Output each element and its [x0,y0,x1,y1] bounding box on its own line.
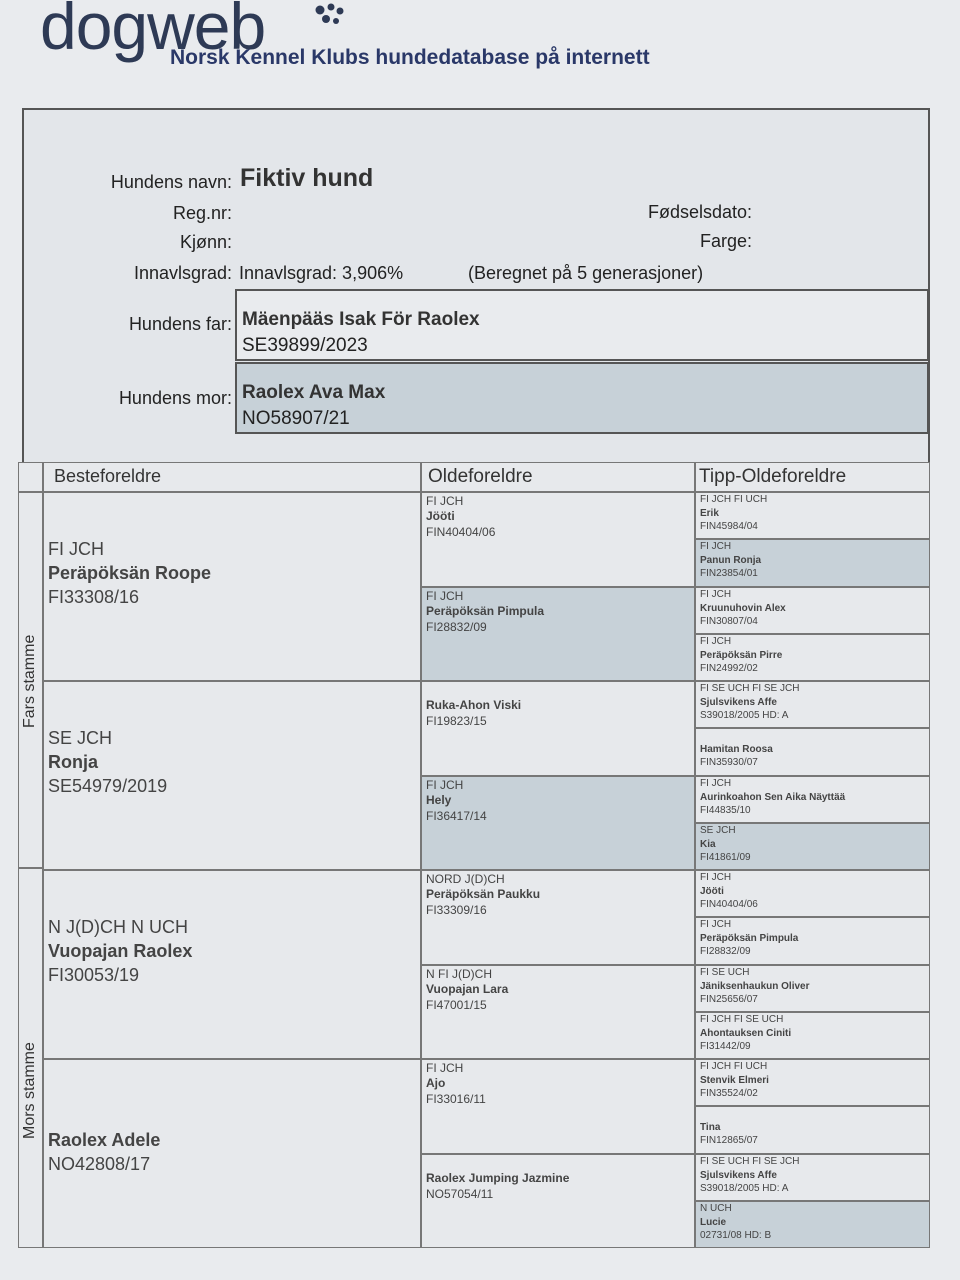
grandparent-cell-reg: FI30053/19 [48,965,140,985]
grandparent-cell[interactable] [43,1059,421,1248]
great-great-grandparent-cell-reg: FIN23854/01 [700,568,758,580]
grandparent-cell-reg: FI33308/16 [48,587,140,607]
great-great-grandparent-cell-title: FI JCH [700,919,732,931]
great-great-grandparent-cell-reg: FIN40404/06 [700,899,758,910]
dam-label: Hundens mor: [118,388,232,408]
great-great-grandparent-cell-name[interactable]: Panun Ronja [700,555,762,567]
great-great-grandparent-cell-name[interactable]: Jööti [700,886,724,897]
great-great-grandparent-cell-name[interactable]: Jäniksenhaukun Oliver [700,980,810,992]
great-great-grandparent-cell-name[interactable]: Peräpöksän Pirre [700,649,783,661]
pedigree-table [18,462,930,1248]
sire-side-cell [18,492,43,868]
dogweb-logo[interactable]: dogweb [40,0,266,63]
great-grandparent-cell-name[interactable]: Peräpöksän Pimpula [426,603,545,618]
great-grandparent-cell-name[interactable]: Vuopajan Lara [426,981,509,996]
grandparent-cell-title: SE JCH [48,728,113,748]
great-great-grandparent-cell-name[interactable]: Sjulsvikens Affe [700,697,777,708]
great-great-grandparent-cell[interactable] [695,917,930,964]
great-grandparent-cell-title: N FI J(D)CH [426,966,492,981]
sire-name[interactable]: Mäenpääs Isak För Raolex [242,309,480,330]
great-great-grandparent-cell-name[interactable]: Erik [700,508,719,519]
sire-side-label: Fars stamme [21,634,38,728]
great-great-grandparent-cell[interactable] [695,1154,930,1201]
dam-side-cell [18,868,43,1248]
great-grandparent-cell-reg: FI33016/11 [426,1092,486,1106]
great-grandparent-cell-name[interactable]: Ruka-Ahon Viski [426,698,522,712]
great-grandparent-cell-name[interactable]: Ajo [426,1076,446,1090]
header-great-cell [421,462,695,492]
header-greatgreat-cell [695,462,930,492]
great-great-grandparent-cell-name[interactable]: Tina [700,1122,721,1134]
great-great-grandparent-cell-reg: FIN24992/02 [700,662,758,674]
dam-box[interactable] [235,362,929,434]
great-great-grandparent-cell-name[interactable]: Ahontauksen Ciniti [700,1027,792,1039]
header-grandparents: Besteforeldre [54,466,162,486]
great-great-grandparent-cell-title: FI JCH FI UCH [700,1061,768,1072]
inbreeding-value: Innavlsgrad: 3,906% [239,263,404,283]
great-great-grandparent-cell-title: FI JCH FI UCH [700,494,768,505]
great-great-grandparent-cell[interactable] [695,965,930,1012]
paw-dots-icon [312,2,352,32]
header-grandparents-cell [43,462,421,492]
grandparent-cell-title: FI JCH [48,539,104,559]
great-great-grandparent-cell-title: N UCH [700,1202,732,1214]
great-grandparent-cell-title: FI JCH [426,777,464,792]
great-great-grandparent-cell-title: FI JCH FI SE UCH [700,1013,784,1025]
gender-label: Kjønn: [179,232,232,252]
grandparent-cell-name[interactable]: Ronja [48,752,99,772]
dam-name[interactable]: Raolex Ava Max [242,382,386,403]
great-great-grandparent-cell-name[interactable]: Kruunuhovin Alex [700,602,786,614]
dog-name: Fiktiv hund [240,164,374,192]
header-greatgreat: Tipp-Oldeforeldre [699,466,847,487]
grandparent-cell[interactable] [43,492,421,681]
sire-label: Hundens far: [128,314,232,334]
grandparent-cell-name[interactable]: Raolex Adele [48,1130,161,1150]
great-great-grandparent-cell-reg: FIN35524/02 [700,1088,758,1099]
great-great-grandparent-cell-title: FI SE UCH FI SE JCH [700,1155,800,1167]
great-grandparent-cell-reg: FIN40404/06 [426,525,496,539]
sire-box[interactable] [235,289,929,361]
great-great-grandparent-cell-title: FI JCH [700,635,732,647]
great-grandparent-cell-title: FI JCH [426,1061,464,1075]
great-great-grandparent-cell[interactable] [695,492,930,539]
great-grandparent-cell-title: FI JCH [426,588,464,603]
great-great-grandparent-cell-reg: FI31442/09 [700,1040,751,1052]
great-grandparent-cell-title: NORD J(D)CH [426,872,505,886]
great-great-grandparent-cell-title: FI SE UCH FI SE JCH [700,683,800,694]
grandparent-cell-name[interactable]: Vuopajan Raolex [48,941,193,961]
great-grandparent-cell-title: FI JCH [426,494,464,508]
corner-cell [18,462,43,492]
great-great-grandparent-cell-reg: FI41861/09 [700,851,751,863]
grandparent-cell-name[interactable]: Peräpöksän Roope [48,563,212,583]
great-great-grandparent-cell-reg: FIN12865/07 [700,1135,758,1147]
great-great-grandparent-cell-name[interactable]: Peräpöksän Pimpula [700,933,799,945]
dog-name-label: Hundens navn: [110,172,232,192]
grandparent-cell-reg: NO42808/17 [48,1154,151,1174]
great-great-grandparent-cell-title: SE JCH [700,824,736,836]
great-grandparent-cell-reg: FI33309/16 [426,903,487,917]
regnr-label: Reg.nr: [172,203,232,223]
great-great-grandparent-cell-reg: FIN45984/04 [700,521,758,532]
great-great-grandparent-cell-reg: FIN30807/04 [700,615,758,627]
dam-reg: NO58907/21 [242,408,350,429]
great-great-grandparent-cell[interactable] [695,1201,930,1248]
great-grandparent-cell[interactable] [421,1154,695,1249]
great-great-grandparent-cell-name[interactable]: Stenvik Elmeri [700,1075,769,1086]
great-great-grandparent-cell[interactable] [695,728,930,775]
great-grandparent-cell-reg: FI36417/14 [426,808,487,823]
inbreeding-label: Innavlsgrad: [133,263,232,283]
great-great-grandparent-cell[interactable] [695,823,930,870]
great-great-grandparent-cell-title: FI SE UCH [700,966,750,978]
great-great-grandparent-cell-reg: FI28832/09 [700,946,751,958]
great-grandparent-cell-reg: FI19823/15 [426,714,487,728]
great-grandparent-cell[interactable] [421,776,695,871]
great-great-grandparent-cell[interactable] [695,681,930,728]
great-great-grandparent-cell[interactable] [695,587,930,634]
great-great-grandparent-cell[interactable] [695,1012,930,1059]
sire-reg: SE39899/2023 [242,335,368,356]
grandparent-cell-title: N J(D)CH N UCH [48,917,188,937]
grandparent-cell-reg: SE54979/2019 [48,776,168,796]
grandparent-cell[interactable] [43,681,421,870]
great-great-grandparent-cell-title: FI JCH [700,588,732,600]
great-great-grandparent-cell-reg: FI44835/10 [700,804,751,816]
great-great-grandparent-cell[interactable] [695,870,930,917]
great-grandparent-cell[interactable] [421,965,695,1060]
great-grandparent-cell-reg: FI47001/15 [426,997,487,1012]
dam-side-label: Mors stamme [21,1042,38,1139]
great-great-grandparent-cell-reg: FIN25656/07 [700,993,758,1005]
great-grandparent-cell[interactable] [421,492,695,587]
header-great: Oldeforeldre [428,466,533,487]
great-great-grandparent-cell-name[interactable]: Sjulsvikens Affe [700,1169,777,1181]
great-great-grandparent-cell-name[interactable]: Hamitan Roosa [700,744,773,756]
great-great-grandparent-cell[interactable] [695,634,930,681]
great-grandparent-cell[interactable] [421,681,695,776]
great-grandparent-cell[interactable] [421,1059,695,1154]
great-great-grandparent-cell-title: FI JCH [700,777,732,789]
site-subtitle: Norsk Kennel Klubs hundedatabase på internett [170,46,650,69]
great-great-grandparent-cell-name[interactable]: Kia [700,838,716,850]
great-grandparent-cell[interactable] [421,870,695,965]
great-grandparent-cell-name[interactable]: Hely [426,792,452,807]
great-great-grandparent-cell[interactable] [695,1059,930,1106]
great-great-grandparent-cell-title: FI JCH [700,872,732,883]
grandparent-cell[interactable] [43,870,421,1059]
great-grandparent-cell-name[interactable]: Jööti [426,509,455,523]
great-great-grandparent-cell-title: FI JCH [700,541,732,553]
great-grandparent-cell-reg: NO57054/11 [426,1186,494,1201]
great-great-grandparent-cell-reg: FIN35930/07 [700,757,758,769]
great-great-grandparent-cell-reg: S39018/2005 HD: A [700,1182,789,1194]
birthdate-label: Fødselsdato: [647,202,752,222]
great-grandparent-cell-name[interactable]: Peräpöksän Paukku [426,887,541,901]
great-great-grandparent-cell-name[interactable]: Aurinkoahon Sen Aika Näyttää [700,791,846,803]
great-great-grandparent-cell[interactable] [695,1106,930,1153]
great-great-grandparent-cell[interactable] [695,539,930,586]
great-grandparent-cell[interactable] [421,587,695,682]
great-great-grandparent-cell-reg: 02731/08 HD: B [700,1229,772,1241]
great-grandparent-cell-name[interactable]: Raolex Jumping Jazmine [426,1170,570,1185]
great-great-grandparent-cell-name[interactable]: Lucie [700,1216,727,1228]
inbreeding-note: (Beregnet på 5 generasjoner) [468,263,704,283]
color-label: Farge: [699,231,752,251]
great-grandparent-cell-reg: FI28832/09 [426,619,487,634]
great-great-grandparent-cell-reg: S39018/2005 HD: A [700,710,789,721]
great-great-grandparent-cell[interactable] [695,776,930,823]
